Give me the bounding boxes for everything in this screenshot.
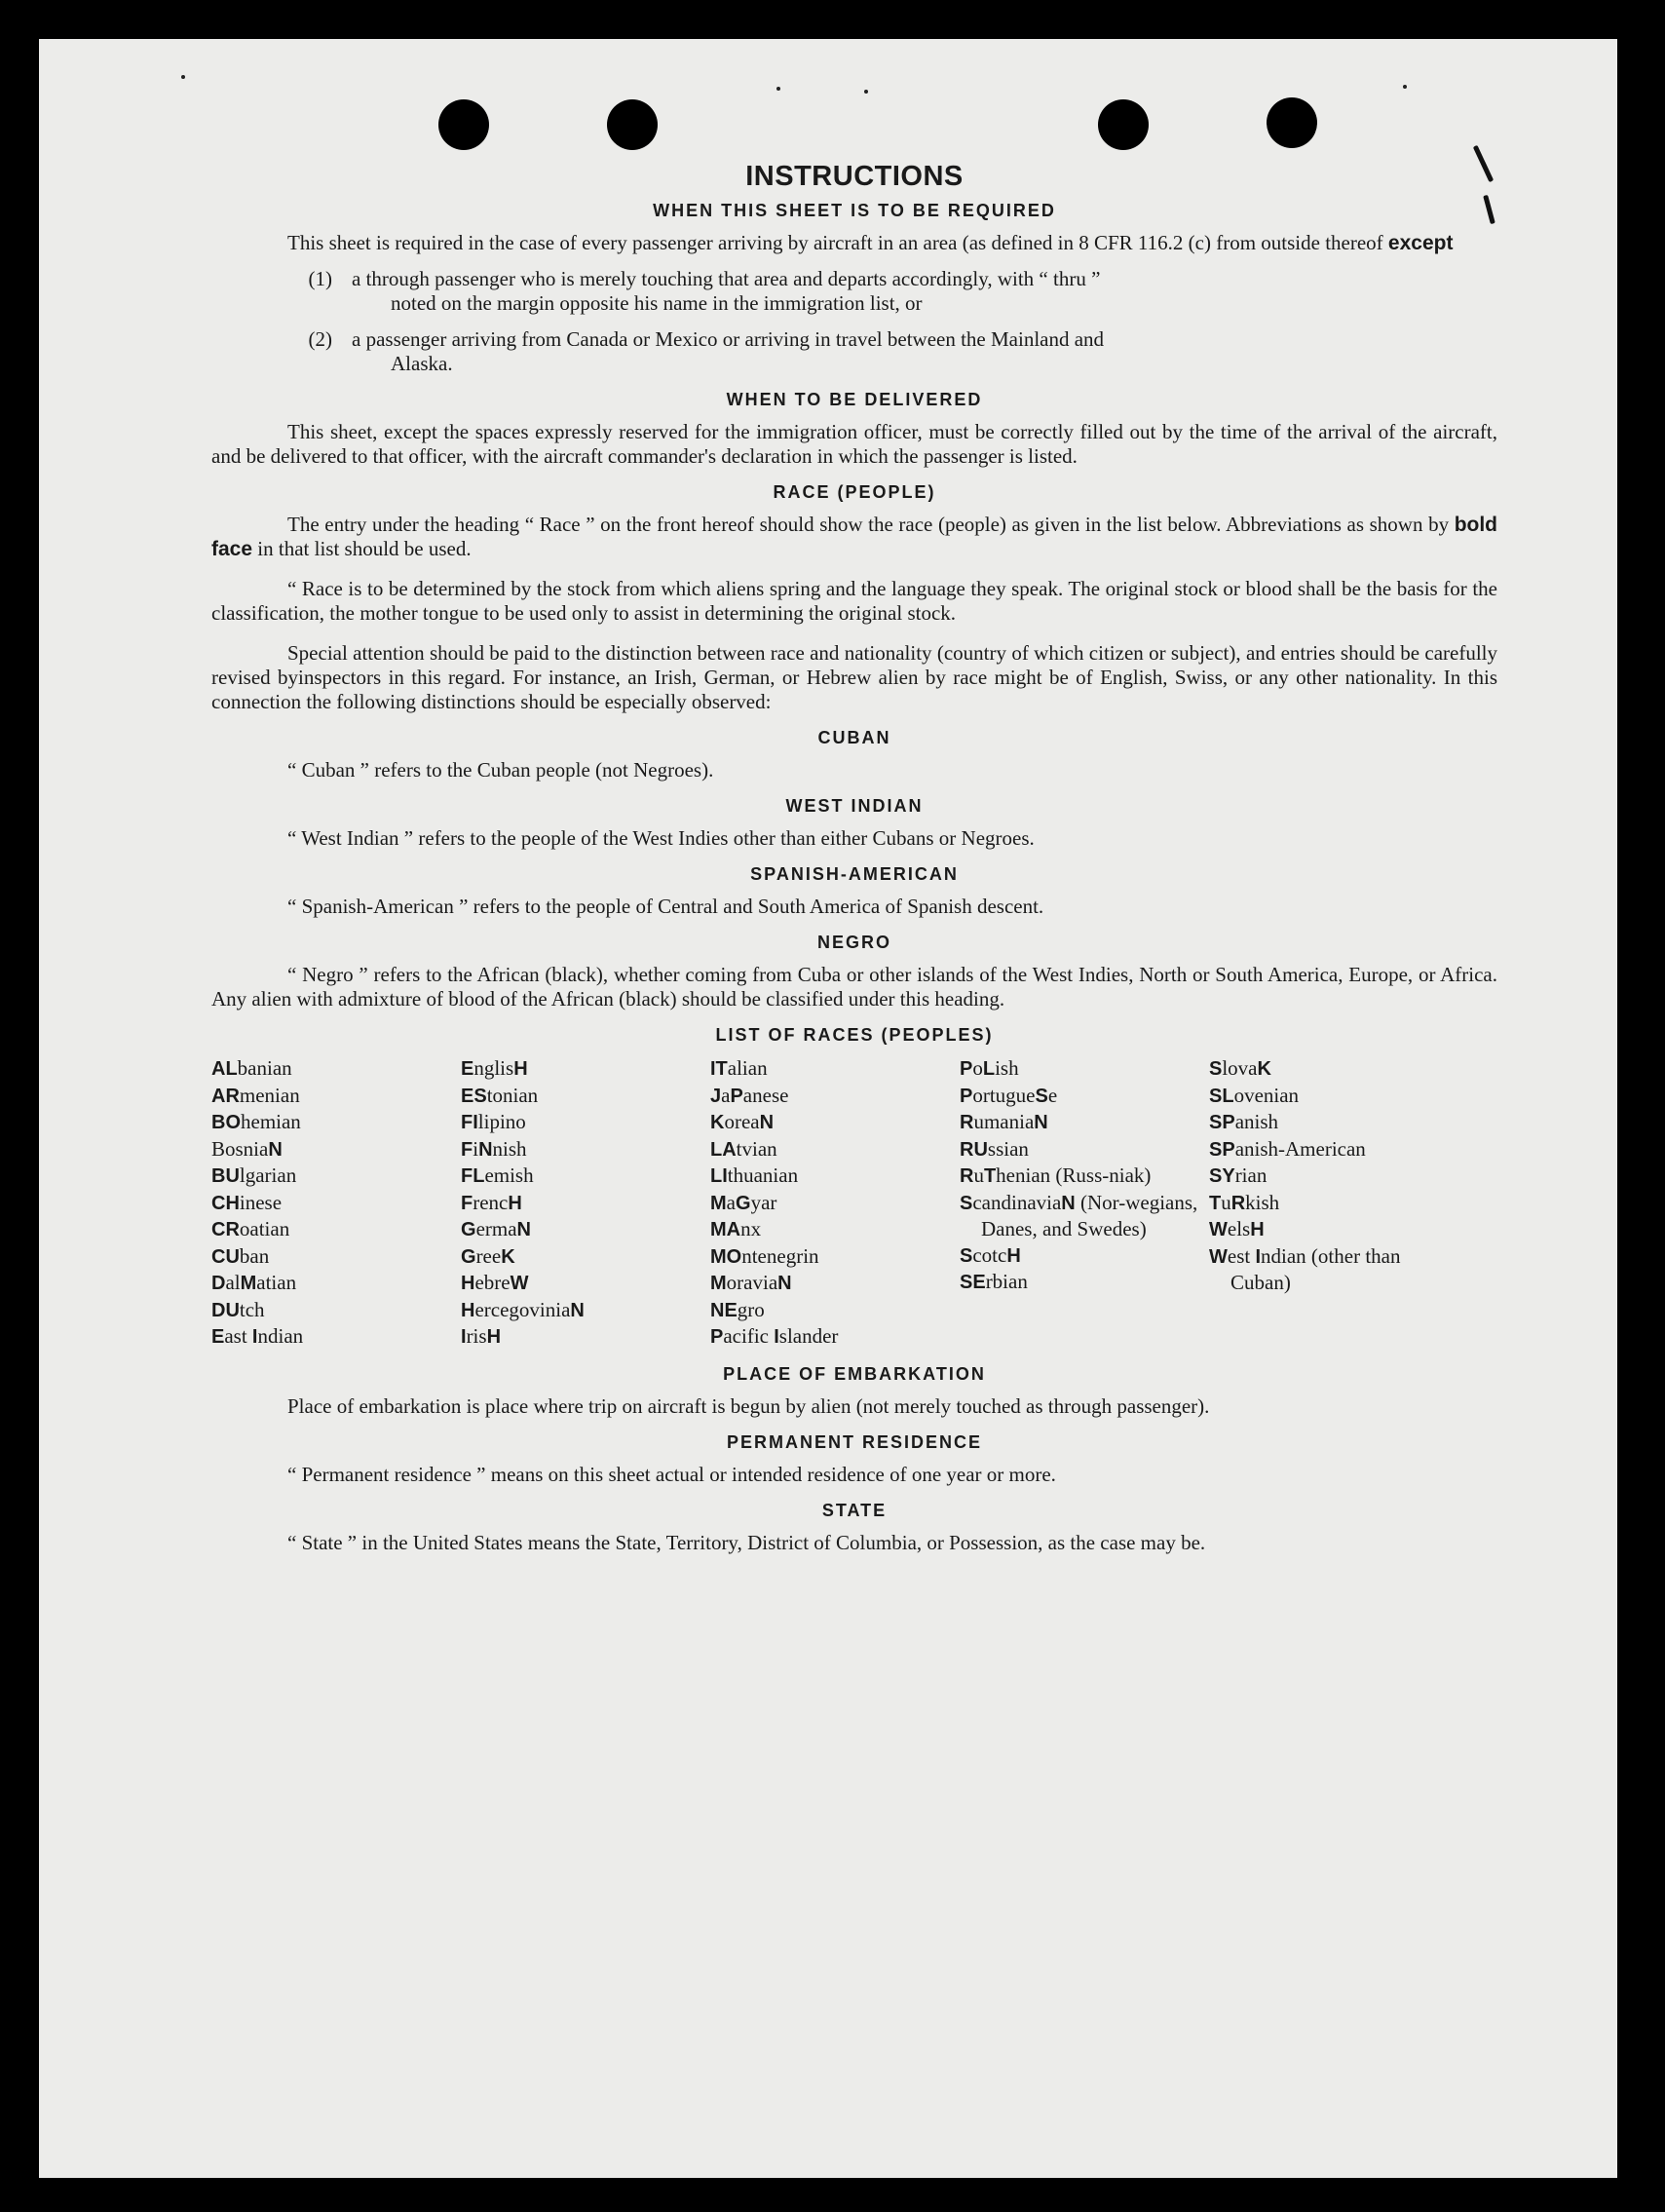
speck	[1403, 85, 1407, 89]
race-entry: EStonian	[461, 1083, 539, 1107]
race-entry: HercegoviniaN	[461, 1297, 585, 1321]
race-entry: BosniaN	[211, 1136, 283, 1161]
paragraph: “ State ” in the United States means the State, Territory, District of Columbia, or Possession, as the case may be.	[287, 1530, 1206, 1554]
section-heading: NEGRO	[816, 933, 891, 952]
race-entry: HebreW	[461, 1271, 529, 1294]
instructions-body	[211, 161, 1497, 1555]
race-entry: EnglisH	[461, 1056, 528, 1080]
race-entry: MoraviaN	[710, 1271, 792, 1294]
race-entry: FiNnish	[461, 1136, 527, 1161]
race-entry: CRoatian	[211, 1217, 290, 1240]
race-entry: ScandinaviaN (Nor-wegians, Danes, and Swedes)	[960, 1190, 1198, 1240]
race-entry: SPanish	[1209, 1110, 1279, 1133]
section-heading: WHEN TO BE DELIVERED	[726, 390, 983, 409]
document-page	[39, 39, 1617, 2178]
section-heading: RACE (PEOPLE)	[773, 482, 936, 502]
race-entry: RumaniaN	[960, 1110, 1048, 1133]
paragraph: Place of embarkation is place where trip on aircraft is begun by alien (not merely touched as through passenger).	[287, 1393, 1210, 1418]
race-entry: LAtvian	[710, 1136, 777, 1161]
race-column	[461, 1055, 710, 1351]
race-entry: ALbanian	[211, 1056, 292, 1080]
paragraph: “ West Indian ” refers to the people of the West Indies other than either Cubans or Negroes.	[287, 826, 1035, 850]
page-title: INSTRUCTIONS	[745, 161, 964, 192]
section-heading: PLACE OF EMBARKATION	[723, 1363, 986, 1384]
paragraph: This sheet, except the spaces expressly reserved for the immigration officer, must be correctly filled out by the time of the arrival of the aircraft, and be delivered to that officer, with the aircraft commander's declaration in which the passenger is listed.	[211, 420, 1497, 468]
race-entry: DUtch	[211, 1297, 265, 1321]
paragraph: “ Spanish-American ” refers to the people of Central and South America of Spanish descent.	[287, 895, 1044, 918]
paragraph: The entry under the heading “ Race ” on the front hereof should show the race (people) as given in the list below. Abbreviations as shown by bold face in that list should be used.	[211, 513, 1498, 560]
race-entry: GermaN	[461, 1217, 531, 1240]
race-list	[211, 1055, 1497, 1351]
race-entry: WelsH	[1209, 1217, 1265, 1240]
race-entry: MOntenegrin	[710, 1243, 819, 1268]
paragraph: “ Negro ” refers to the African (black), whether coming from Cuba or other islands of the West Indies, North or South America, Europe, or Africa. Any alien with admixture of blood of the African (black) should be classified under this heading.	[211, 963, 1497, 1011]
punch-hole	[607, 99, 658, 150]
numbered-item: (2) a passenger arriving from Canada or Mexico or arriving in travel between the Mainland and Alaska.	[308, 327, 1105, 375]
race-entry: DalMatian	[211, 1271, 297, 1294]
paragraph: “ Permanent residence ” means on this sheet actual or intended residence of one year or more.	[287, 1462, 1056, 1486]
speck	[864, 90, 868, 94]
punch-hole	[1267, 97, 1317, 148]
race-entry: MAnx	[710, 1217, 762, 1240]
race-column	[1209, 1055, 1458, 1351]
race-entry: GreeK	[461, 1243, 515, 1268]
race-entry: JaPanese	[710, 1083, 789, 1107]
race-entry: FLemish	[461, 1163, 534, 1187]
race-entry: RuThenian (Russ-niak)	[960, 1163, 1152, 1187]
speck	[776, 87, 780, 91]
race-entry: MaGyar	[710, 1190, 777, 1214]
race-entry: ARmenian	[211, 1083, 300, 1107]
race-entry: BUlgarian	[211, 1163, 297, 1187]
race-entry: ITalian	[710, 1056, 768, 1080]
punch-hole	[1098, 99, 1149, 150]
race-entry: FIlipino	[461, 1110, 526, 1133]
race-entry: IrisH	[461, 1324, 502, 1348]
race-entry: FrencH	[461, 1190, 522, 1214]
race-entry: KoreaN	[710, 1110, 775, 1133]
paragraph: This sheet is required in the case of every passenger arriving by aircraft in an area (as defined in 8 CFR 116.2 (c) from outside thereof except	[287, 231, 1454, 254]
race-entry: SLovenian	[1209, 1083, 1300, 1107]
paragraph: “ Race is to be determined by the stock from which aliens spring and the language they speak. The original stock or blood shall be the basis for the classification, the mother tongue to be used only to assist in determining the original stock.	[211, 577, 1497, 625]
race-entry: East Indian	[211, 1324, 304, 1348]
race-entry: PoLish	[960, 1056, 1019, 1080]
race-entry: SErbian	[960, 1270, 1028, 1293]
section-heading: LIST OF RACES (PEOPLES)	[715, 1025, 994, 1045]
section-heading: CUBAN	[817, 728, 891, 747]
race-entry: CHinese	[211, 1190, 283, 1214]
race-entry: CUban	[211, 1243, 270, 1268]
speck	[181, 75, 185, 79]
numbered-item: (1) a through passenger who is merely touching that area and departs accordingly, with “ thru ” noted on the margin opposite his name in the immigration list, or	[308, 267, 1101, 315]
race-entry: SlovaK	[1209, 1056, 1271, 1080]
punch-hole	[438, 99, 489, 150]
race-entry: SYrian	[1209, 1163, 1268, 1187]
race-entry: TuRkish	[1209, 1190, 1280, 1214]
race-entry: PortugueSe	[960, 1083, 1058, 1107]
race-entry: West Indian (other than Cuban)	[1209, 1243, 1401, 1294]
section-heading: WEST INDIAN	[785, 796, 924, 816]
race-column	[710, 1055, 960, 1351]
section-heading: SPANISH-AMERICAN	[750, 864, 959, 884]
race-entry: LIthuanian	[710, 1163, 799, 1187]
race-entry: RUssian	[960, 1136, 1029, 1161]
section-heading: WHEN THIS SHEET IS TO BE REQUIRED	[653, 201, 1056, 220]
race-entry: SPanish-American	[1209, 1136, 1366, 1161]
section-heading: STATE	[821, 1500, 888, 1520]
race-column	[960, 1055, 1209, 1351]
race-entry: BOhemian	[211, 1110, 301, 1133]
race-entry: NEgro	[710, 1297, 765, 1321]
race-entry: Pacific Islander	[710, 1324, 839, 1348]
paragraph: “ Cuban ” refers to the Cuban people (not Negroes).	[287, 758, 714, 782]
race-entry: ScotcH	[960, 1242, 1021, 1267]
paragraph: Special attention should be paid to the distinction between race and nationality (country of which citizen or subject), and entries should be carefully revised byinspectors in this regard. For instance, an Irish, German, or Hebrew alien by race might be of English, Swiss, or any other nationality. In this connection the following distinctions should be especially observed:	[211, 641, 1497, 713]
race-column	[211, 1055, 461, 1351]
section-heading: PERMANENT RESIDENCE	[726, 1431, 983, 1452]
